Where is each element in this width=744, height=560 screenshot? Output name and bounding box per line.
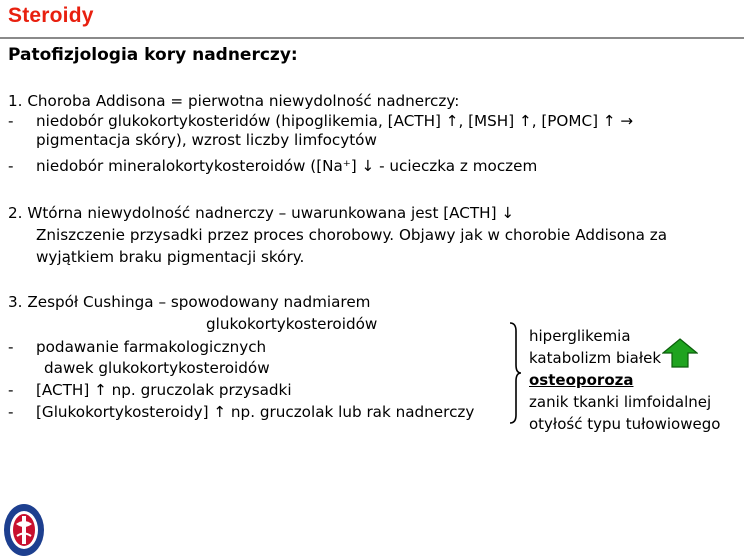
university-seal-icon <box>2 502 46 558</box>
section3-heading-line2: glukokortykosteroidów <box>206 315 378 333</box>
section3-bullet3: [Glukokortykosteroidy] ↑ np. gruczolak lub rak nadnerczy <box>36 403 475 421</box>
up-arrow-icon <box>662 338 698 368</box>
bullet-dash: - <box>8 157 14 175</box>
section1-bullet1-line1: niedobór glukokortykosteridów (hipoglikemia, [ACTH] ↑, [MSH] ↑, [POMC] ↑ → <box>36 112 634 130</box>
effect-osteoporosis: osteoporoza <box>529 371 634 389</box>
bullet-dash: - <box>8 381 14 399</box>
section1-bullet2: niedobór mineralokortykosteroidów ([Na⁺] ↓ - ucieczka z moczem <box>36 157 538 175</box>
section3-bullet1-line1: podawanie farmakologicznych <box>36 338 267 356</box>
slide-subtitle: Patofizjologia kory nadnerczy: <box>8 45 298 65</box>
slide-title: Steroidy <box>8 4 94 27</box>
effect-protein-catabolism: katabolizm białek <box>529 349 662 367</box>
section3-bullet1-line2: dawek glukokortykosteroidów <box>44 359 270 377</box>
effect-hyperglycemia: hiperglikemia <box>529 327 631 345</box>
section3-heading-line1: 3. Zespół Cushinga – spowodowany nadmiarem <box>8 293 371 311</box>
title-divider <box>0 37 744 39</box>
section1-heading: 1. Choroba Addisona = pierwotna niewydolność nadnerczy: <box>8 92 460 110</box>
effect-lymphoid-atrophy: zanik tkanki limfoidalnej <box>529 393 712 411</box>
bullet-dash: - <box>8 403 14 421</box>
effect-truncal-obesity: otyłość typu tułowiowego <box>529 415 721 433</box>
bullet-dash: - <box>8 112 14 130</box>
section2-line2: Zniszczenie przysadki przez proces chorobowy. Objawy jak w chorobie Addisona za <box>36 226 668 244</box>
section2-line3: wyjątkiem braku pigmentacji skóry. <box>36 248 305 266</box>
section1-bullet1-line2: pigmentacja skóry), wzrost liczby limfocytów <box>36 131 377 149</box>
section3-bullet2: [ACTH] ↑ np. gruczolak przysadki <box>36 381 292 399</box>
bullet-dash: - <box>8 338 14 356</box>
section2-heading: 2. Wtórna niewydolność nadnerczy – uwarunkowana jest [ACTH] ↓ <box>8 204 515 222</box>
curly-brace <box>508 321 522 425</box>
